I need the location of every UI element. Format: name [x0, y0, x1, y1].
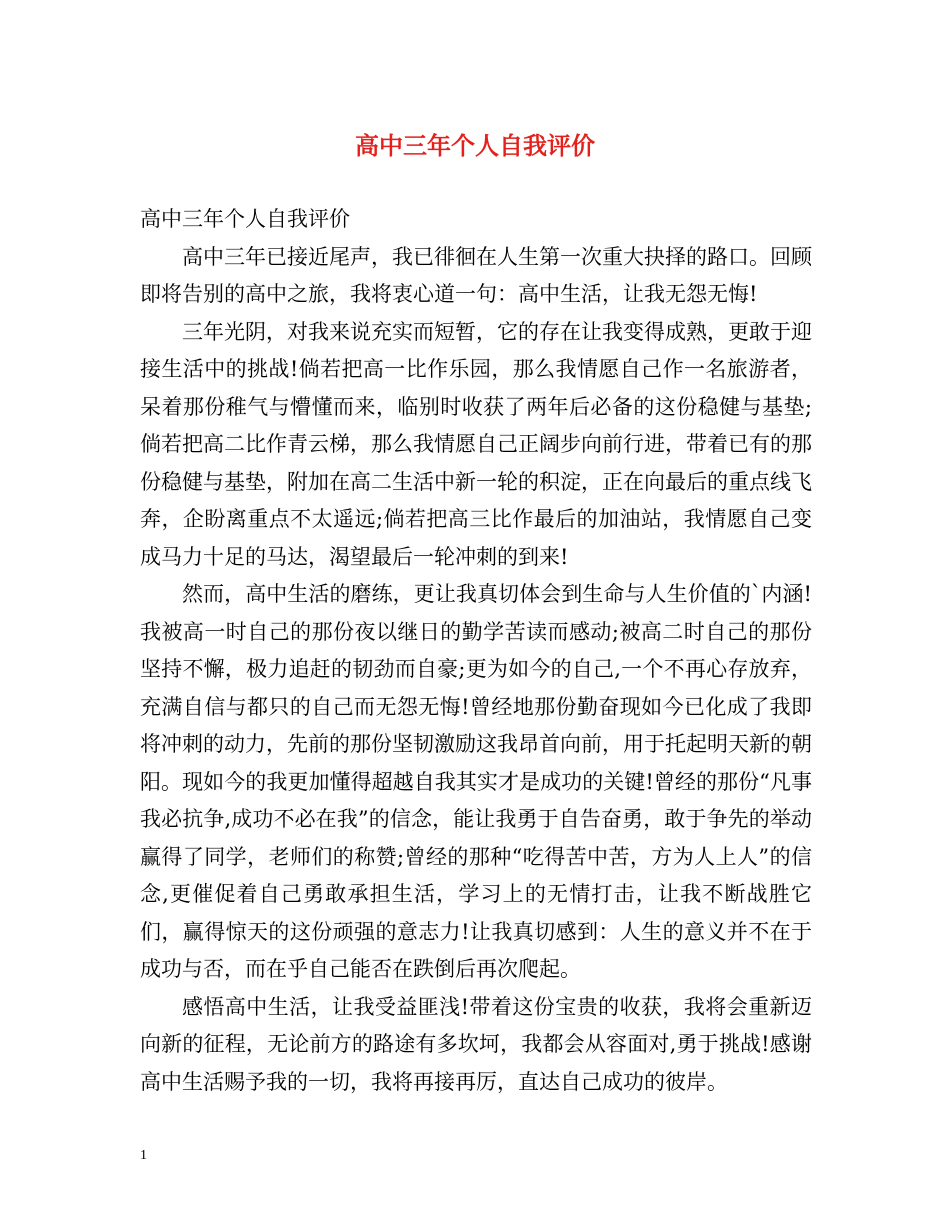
- paragraph-3: 然而，高中生活的磨练，更让我真切体会到生命与人生价值的`内涵!我被高一时自己的那份夜以继日的勤学苦读而感动;被高二时自己的那份坚持不懈，极力追赶的韧劲而自豪;更为如今的自己,一个不再心存放弃，充满自信与都只的自己而无怨无悔!曾经地那份勤奋现如今已化成了我即将冲刺的动力，先前的那份坚韧激励这我昂首向前，用于托起明天新的朝阳。现如今的我更加懂得超越自我其实才是成功的关键!曾经的那份“凡事我必抗争,成功不必在我”的信念，能让我勇于自告奋勇，敢于争先的举动赢得了同学，老师们的称赞;曾经的那种“吃得苦中苦，方为人上人”的信念,更催促着自己勇敢承担生活，学习上的无情打击，让我不断战胜它们，赢得惊天的这份顽强的意志力!让我真切感到：人生的意义并不在于成功与否，而在乎自己能否在跌倒后再次爬起。: [140, 582, 812, 981]
- paragraph-2: 三年光阴，对我来说充实而短暂，它的存在让我变得成熟，更敢于迎接生活中的挑战!倘若把高一比作乐园，那么我情愿自己作一名旅游者，呆着那份稚气与懵懂而来，临别时收获了两年后必备的这份稳健与基垫;倘若把高二比作青云梯，那么我情愿自己正阔步向前行进，带着已有的那份稳健与基垫，附加在高二生活中新一轮的积淀，正在向最后的重点线飞奔，企盼离重点不太遥远;倘若把高三比作最后的加油站，我情愿自己变成马力十足的马达，渴望最后一轮冲刺的到来!: [140, 319, 812, 569]
- page-number: 1: [140, 1148, 147, 1163]
- paragraph-4: 感悟高中生活，让我受益匪浅!带着这份宝贵的收获，我将会重新迈向新的征程，无论前方的路途有多坎坷，我都会从容面对,勇于挑战!感谢高中生活赐予我的一切，我将再接再厉，直达自己成功的彼岸。: [140, 994, 812, 1094]
- paragraph-1: 高中三年已接近尾声，我已徘徊在人生第一次重大抉择的路口。回顾即将告别的高中之旅，我将衷心道一句：高中生活，让我无怨无悔!: [140, 244, 812, 306]
- document-body: [140, 201, 812, 1101]
- document-title: 高中三年个人自我评价: [355, 131, 595, 160]
- document-subtitle: 高中三年个人自我评价: [140, 207, 350, 231]
